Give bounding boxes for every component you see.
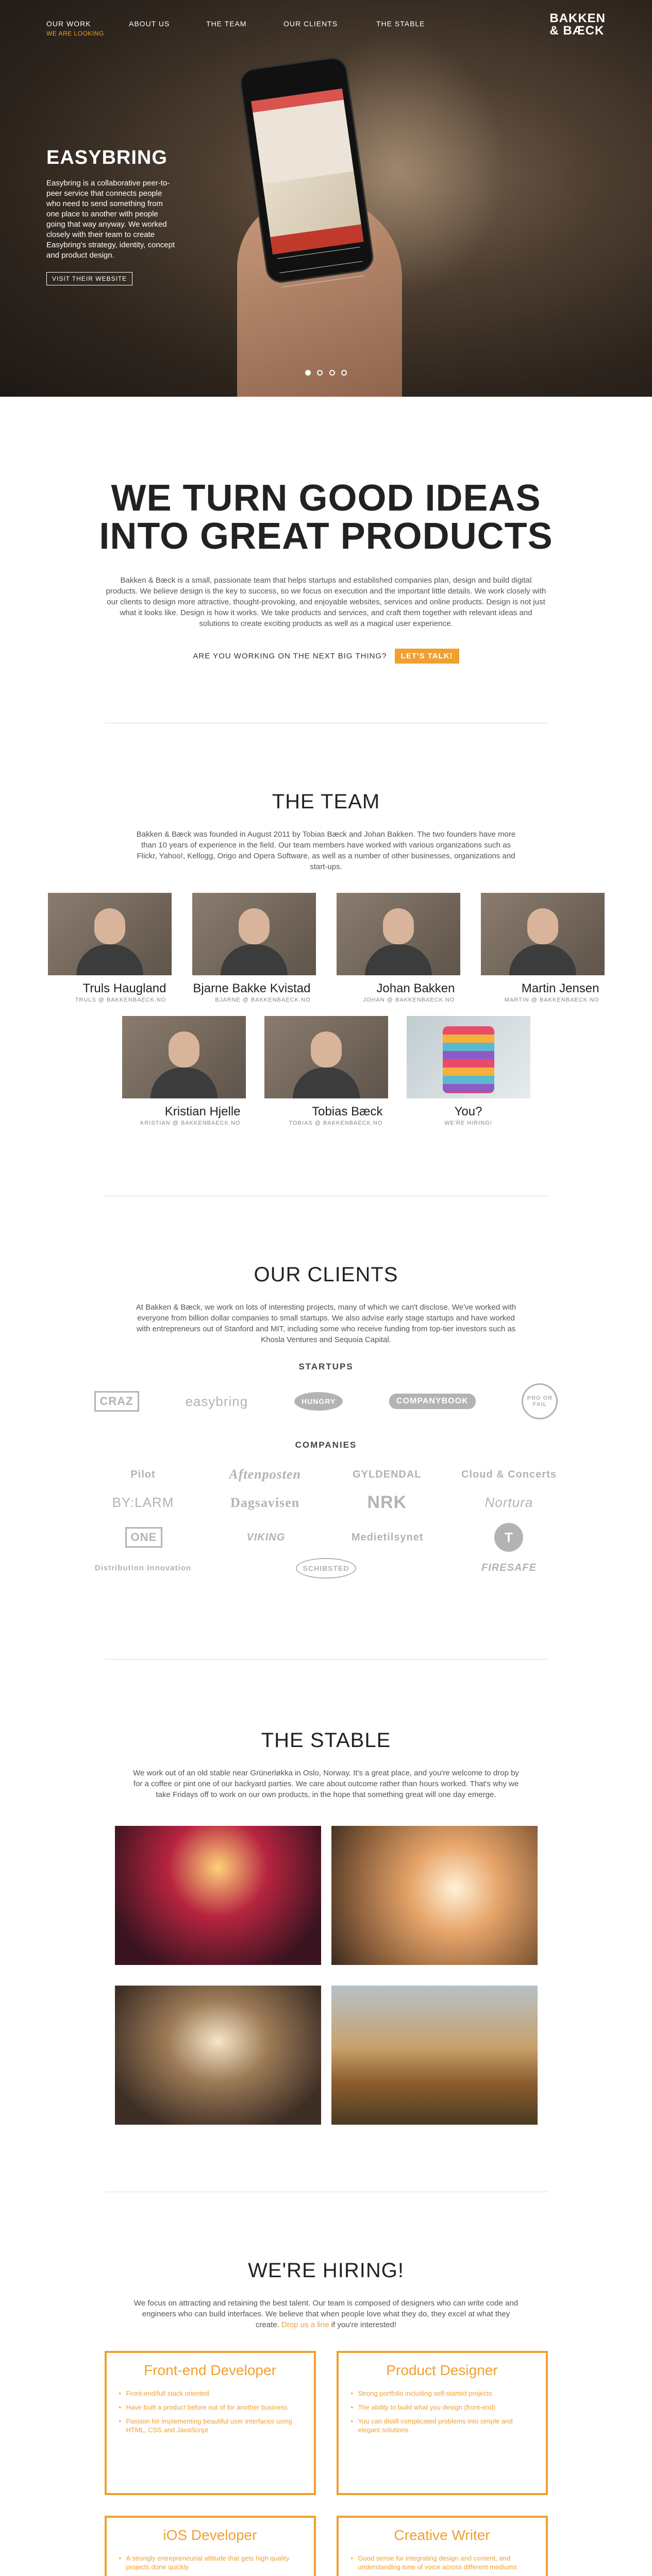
client-logo: Medietilsynet [351,1531,424,1543]
job-title: Product Designer [386,2362,498,2378]
slider-dot-1[interactable] [305,370,311,376]
client-logo: Aftenposten [229,1467,301,1482]
job-point: • You can distill complicated problems into simple and elegant solutions [351,2417,533,2434]
job-title: iOS Developer [163,2527,257,2543]
job-card-creative-writer[interactable] [337,2516,548,2576]
member-photo [48,893,172,975]
nav-our-work[interactable] [46,20,104,37]
clients-section [0,1196,652,1659]
member-email[interactable]: MARTIN @ BAKKENBAECK.NO [504,997,599,1003]
team-member [48,893,172,1003]
member-name: Tobias Bæck [312,1105,383,1118]
member-email[interactable]: KRISTIAN @ BAKKENBAECK.NO [140,1120,241,1126]
member-photo [192,893,316,975]
intro-section [0,397,652,723]
client-logo [460,1518,558,1557]
phone-screen [251,89,363,255]
member-name: Bjarne Bakke Kvistad [193,981,311,995]
clients-lead: At Bakken & Bæck, we work on lots of interesting projects, many of which we can't disclose. We've worked with everyone from billion dollar companies to small startups. We also advise early stage startups and have worked with entrepreneurs out of Stanford and MIT, including some who receive funding from top-tier investors such as Khosla Ventures and Sequoia Capital. [136,1303,516,1344]
job-point: • A strongly entrepreneurial attitude that gets high quality projects done quickly [119,2554,302,2571]
job-title: Creative Writer [394,2527,490,2543]
hiring-section [0,2192,652,2576]
job-point: • Passion for implementing beautiful user interfaces using HTML, CSS and JavaScript [119,2417,302,2434]
job-point: • Front-end/full stack oriented [119,2389,302,2398]
stable-photo-party [115,1826,321,1965]
client-logo: Pilot [130,1468,156,1480]
hiring-title: WE'RE HIRING! [248,2259,404,2282]
team-grid [48,893,605,1126]
startups-label: STARTUPS [298,1362,354,1371]
hero-title: EASYBRING [46,147,168,168]
member-photo [337,893,460,975]
client-logo: NRK [367,1493,407,1512]
hiring-lead [130,2298,522,2330]
stable-photo-building [331,1986,538,2125]
cta-text: ARE YOU WORKING ON THE NEXT BIG THING? [193,652,387,660]
job-point: • Good sense for integrating design and content, and understanding tone of voice across different mediums [351,2554,533,2571]
team-title: THE TEAM [272,790,380,813]
hero-description: Easybring is a collaborative peer-to-peer service that connects people who need to send something from one place to another with people going that way anyway. We worked closely with their team to create Easybring's strategy, identity, concept and product design. [46,179,175,260]
job-point: • Have built a product before out of for another business [119,2403,302,2412]
member-name: Kristian Hjelle [164,1105,241,1118]
intro-heading-line1: WE TURN GOOD IDEAS [111,478,541,519]
intro-heading [0,479,652,555]
team-member [122,1016,246,1126]
member-photo [122,1016,246,1098]
client-logo: BY:LARM [112,1495,174,1510]
cake-photo [407,1016,530,1098]
member-name: Truls Haugland [82,981,166,995]
team-member [481,893,605,1003]
stable-section [0,1659,652,2192]
stable-title: THE STABLE [261,1729,391,1752]
client-logo: Distribution Innovation [94,1564,192,1572]
app-bar [251,89,343,113]
member-email[interactable]: WE'RE HIRING! [444,1120,492,1126]
client-logo: ONE [125,1527,163,1548]
nav-about-us[interactable]: ABOUT US [129,20,170,28]
job-points [119,2554,302,2576]
job-points [351,2554,533,2576]
nav-our-work-sub: WE ARE LOOKING [46,30,104,37]
client-logo: COMPANYBOOK [389,1394,476,1409]
job-card-front-end[interactable] [105,2351,316,2495]
team-section [0,723,652,1196]
job-title: Front-end Developer [144,2362,276,2378]
job-card-product-designer[interactable] [337,2351,548,2495]
member-email[interactable]: JOHAN @ BAKKENBAECK.NO [363,997,455,1003]
companies-logos [94,1462,558,1579]
slider-dots [0,369,652,378]
job-points [119,2389,302,2434]
nav-our-clients[interactable]: OUR CLIENTS [283,20,338,28]
logo[interactable] [549,12,606,37]
member-email[interactable]: BJARNE @ BAKKENBAECK.NO [215,997,311,1003]
hero-text [46,147,175,285]
intro-body: Bakken & Bæck is a small, passionate team that helps startups and established companies plan, design and build digital products. We believe design is the key to success, so we focus on execution and the important little details. We work closely with our clients to design more attractive, thought-provoking, and enjoyable websites, services and online products. Design is not just what it looks like. Design is how it works. We take products and services, and craft them together with relevant ideas and solutions to create exciting products as well as a magical user experience. [106,576,546,628]
startups-logos [94,1383,558,1419]
client-logo: HUNGRY [294,1392,343,1411]
companies-label: COMPANIES [295,1440,357,1450]
lets-talk-button[interactable]: LET'S TALK! [395,649,459,664]
hiring-lead-text: We focus on attracting and retaining the best talent. Our team is composed of designers who can write code and engineers who can build interfaces. We believe that when people love what they do, they excel at what they create. [133,2299,519,2329]
nav-our-work-label: OUR WORK [46,20,91,28]
stable-photo-workspace [115,1986,321,2125]
member-name: You? [454,1105,482,1118]
member-email[interactable]: TRULS @ BAKKENBAECK.NO [75,997,166,1003]
drop-us-a-line-link[interactable]: Drop us a line [281,2320,329,2329]
client-logo: Cloud & Concerts [461,1468,557,1480]
job-points [351,2389,533,2434]
nav-the-stable[interactable]: THE STABLE [376,20,425,28]
hero [0,0,652,397]
stable-gallery [115,1826,538,2125]
team-member [337,893,460,1003]
client-logo: SCHIBSTED [296,1558,357,1579]
client-logo: easybring [185,1393,248,1409]
team-row [48,893,605,1003]
client-logo: FIRESAFE [481,1562,537,1573]
team-member-you[interactable] [407,1016,530,1126]
client-logo: Dagsavisen [230,1495,300,1510]
member-name: Johan Bakken [376,981,455,995]
member-photo [481,893,605,975]
job-point: • The ability to build what you design (front-end) [351,2403,533,2412]
stable-photo-office [331,1826,538,1965]
client-logo: VIKING [246,1531,286,1543]
intro-heading-line2: INTO GREAT PRODUCTS [99,516,553,557]
job-card-ios-developer[interactable] [105,2516,316,2576]
cta [0,649,652,664]
team-lead: Bakken & Bæck was founded in August 2011 by Tobias Bæck and Johan Bakken. The two founders have more than 10 years of experience in the field. Our team members have worked with various organizations such as Flickr, Yahoo!, Kellogg, Origo and Opera Software, as well as a number of other businesses, organizations and start-ups. [136,830,516,871]
logo-line2: & BÆCK [549,24,605,38]
slider-dot-3[interactable] [329,370,335,376]
job-point: • Strong portfolio including self-started projects [351,2389,533,2398]
slider-dot-4[interactable] [341,370,347,376]
member-photo [264,1016,388,1098]
client-logo: Nortura [484,1495,533,1510]
job-grid [105,2351,548,2576]
member-email[interactable]: TOBIAS @ BAKKENBAECK.NO [289,1120,383,1126]
visit-website-button[interactable]: VISIT THEIR WEBSITE [46,272,132,285]
client-logo: GYLDENDAL [353,1468,422,1480]
clients-title: OUR CLIENTS [254,1263,398,1286]
logo-line1: BAKKEN [549,11,606,25]
slider-dot-2[interactable] [317,370,323,376]
client-logo: CRAZ [94,1391,139,1412]
team-row [48,1016,605,1126]
stable-lead: We work out of an old stable near Grünerløkka in Oslo, Norway. It's a great place, and you're welcome to drop by for a coffee or pint one of our backyard parties. We care about outcome rather than hours worked. That's why we take Fridays off to work on our own products, in the hope that something great will one day emerge. [133,1769,519,1799]
client-logo-text: T [494,1523,523,1552]
team-member [264,1016,388,1126]
main-nav [46,11,606,45]
client-logo: PRO OR FAIL [522,1383,558,1419]
team-member [192,893,316,1003]
hiring-lead-text-end: if you're interested! [329,2320,397,2329]
nav-the-team[interactable]: THE TEAM [206,20,247,28]
member-name: Martin Jensen [521,981,599,995]
